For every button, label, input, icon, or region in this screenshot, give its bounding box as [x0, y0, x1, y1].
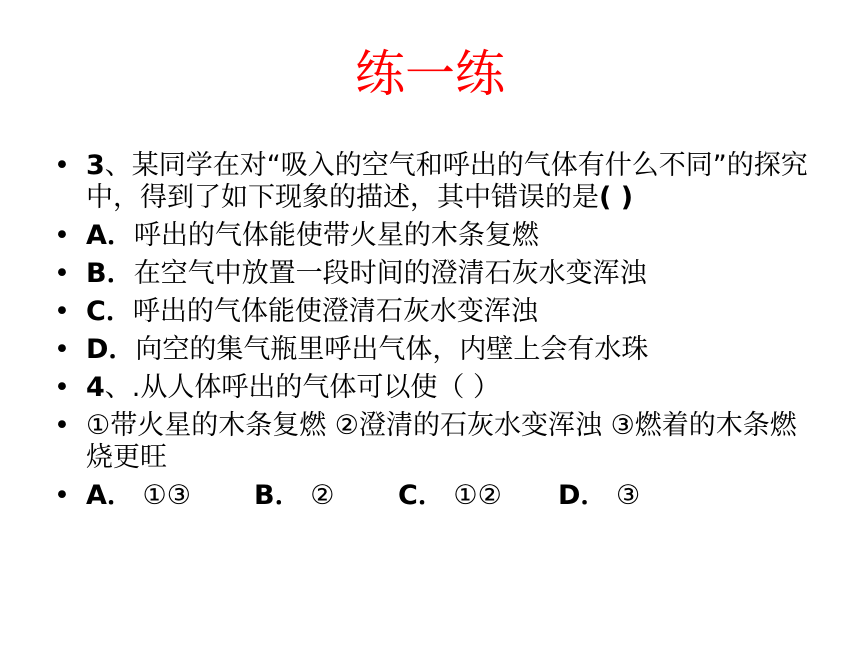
q4-option-c-value: ①②	[453, 480, 502, 511]
q4-option-a-value: ①③	[142, 480, 191, 511]
option-a-text	[86, 220, 539, 251]
option-b-text	[86, 258, 647, 289]
question-4-options	[86, 480, 812, 512]
question-4-statements: ①带火星的木条复燃 ②澄清的石灰水变浑浊 ③燃着的木条燃烧更旺	[86, 410, 797, 473]
q4-option-d-value: ③	[616, 480, 641, 511]
question-4-body: 、.从人体呼出的气体可以使（ ）	[104, 372, 500, 403]
list-item-q4	[52, 372, 812, 404]
q4-option-c	[398, 480, 558, 512]
bullet-icon: •	[54, 480, 70, 511]
option-b-label: B．	[86, 258, 134, 289]
option-d-label: D．	[86, 334, 136, 365]
bullet-icon: •	[54, 220, 70, 251]
q4-option-b-value: ②	[310, 480, 335, 511]
question-3-body: 、某同学在对“吸入的空气和呼出的气体有什么不同”的探究中，得到了如下现象的描述，其中错误的是	[86, 150, 808, 213]
list-item-q4-options	[52, 480, 812, 512]
bullet-icon: •	[54, 150, 70, 181]
option-c-text	[86, 296, 538, 327]
question-4-text	[86, 372, 500, 403]
list-item-option-c	[52, 296, 812, 328]
q4-option-b	[254, 480, 398, 512]
q4-option-d-label: D．	[558, 480, 608, 511]
slide-title: 练一练	[355, 45, 505, 103]
question-3-number: 3	[86, 150, 105, 181]
q4-option-d	[558, 480, 678, 512]
option-d-body: 向空的集气瓶里呼出气体，内壁上会有水珠	[135, 334, 649, 365]
option-a-body: 呼出的气体能使带火星的木条复燃	[133, 220, 539, 251]
bullet-icon: •	[54, 372, 70, 403]
question-3-paren: ( )	[599, 182, 634, 213]
q4-option-b-label: B．	[254, 480, 302, 511]
bullet-icon: •	[54, 296, 70, 327]
option-a-label: A．	[86, 220, 134, 251]
q4-option-c-label: C．	[398, 480, 445, 511]
option-c-label: C．	[86, 296, 133, 327]
list-item-option-a	[52, 220, 812, 252]
q4-option-a	[86, 480, 254, 512]
list-item-q4-statements	[52, 410, 812, 474]
q4-option-a-label: A．	[86, 480, 134, 511]
list-item-option-b	[52, 258, 812, 290]
bullet-icon: •	[54, 410, 70, 441]
list-item-option-d	[52, 334, 812, 366]
question-3-text	[86, 150, 808, 213]
option-d-text	[86, 334, 648, 365]
list-item-q3	[52, 150, 812, 214]
question-list	[52, 150, 812, 518]
option-b-body: 在空气中放置一段时间的澄清石灰水变浑浊	[133, 258, 647, 289]
bullet-icon: •	[54, 258, 70, 289]
question-4-number: 4	[86, 372, 105, 403]
option-c-body: 呼出的气体能使澄清石灰水变浑浊	[132, 296, 538, 327]
bullet-icon: •	[54, 334, 70, 365]
